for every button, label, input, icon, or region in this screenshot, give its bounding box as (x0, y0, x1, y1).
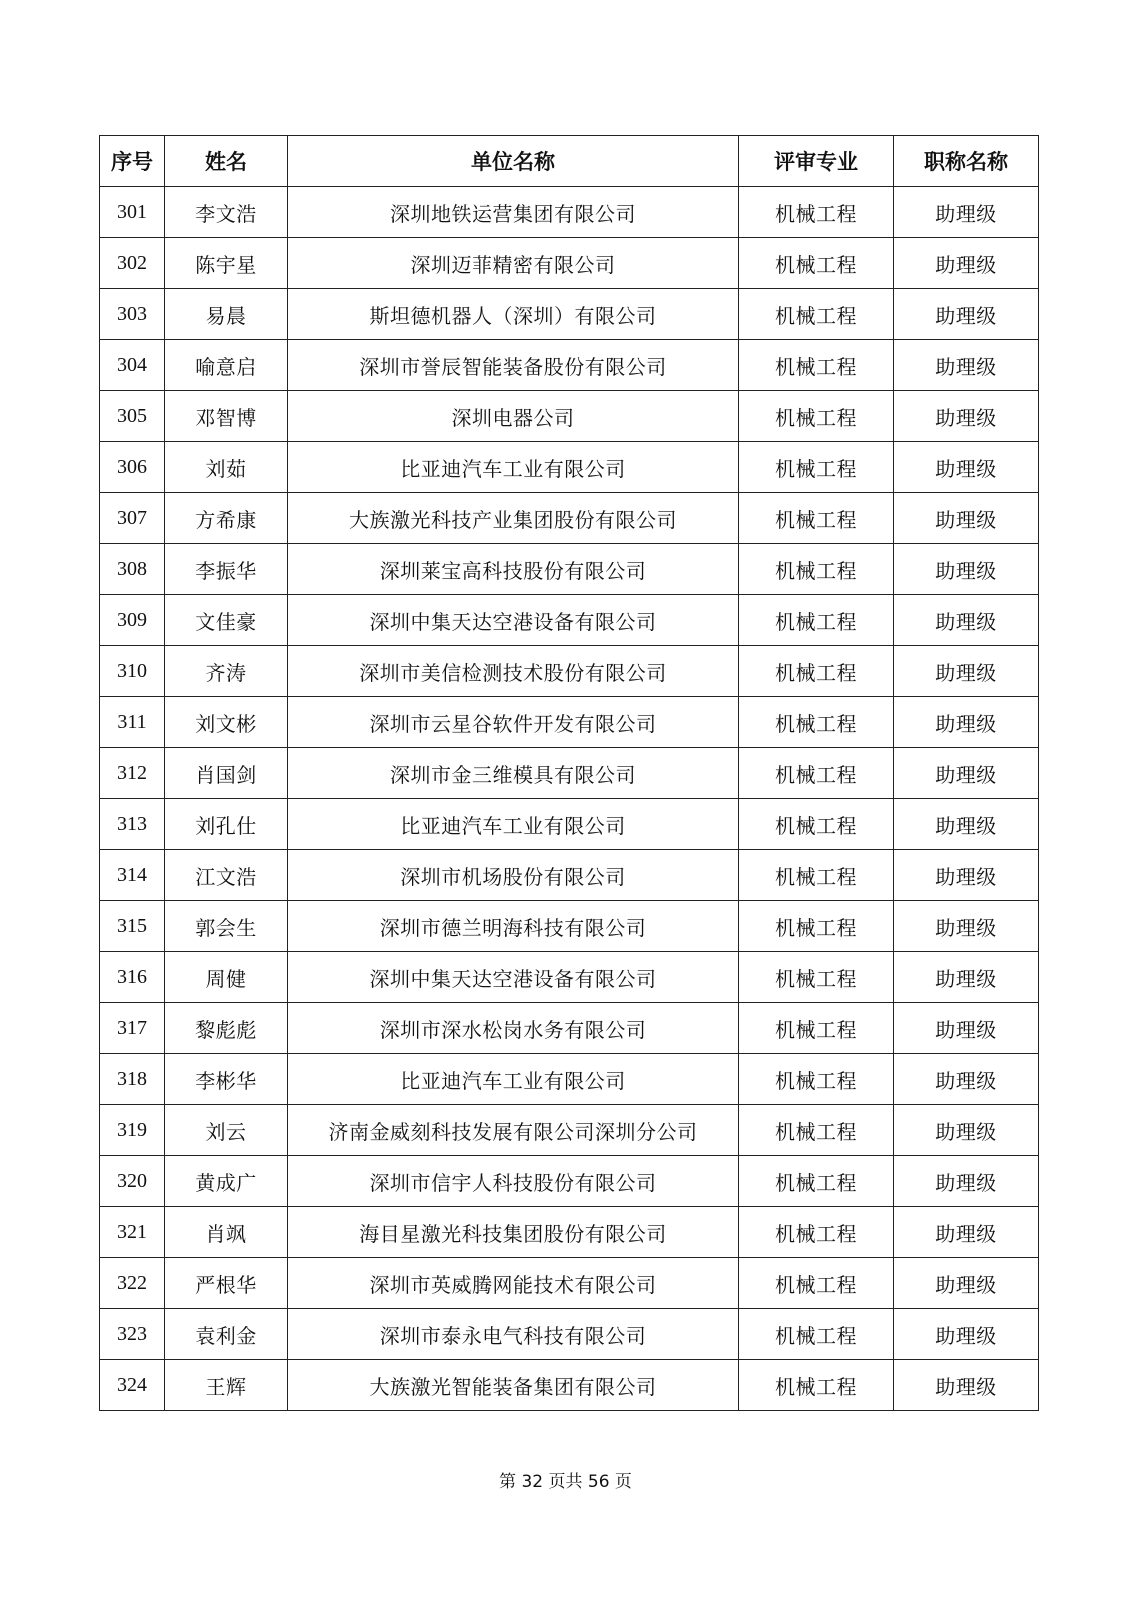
cell-name: 江文浩 (165, 850, 288, 901)
cell-serial-no: 323 (100, 1309, 165, 1360)
cell-serial-no: 302 (100, 238, 165, 289)
cell-organization: 斯坦德机器人（深圳）有限公司 (288, 289, 739, 340)
cell-organization: 济南金威刻科技发展有限公司深圳分公司 (288, 1105, 739, 1156)
cell-name: 黄成广 (165, 1156, 288, 1207)
cell-specialty: 机械工程 (739, 1360, 894, 1411)
cell-organization: 深圳市金三维模具有限公司 (288, 748, 739, 799)
cell-name: 袁利金 (165, 1309, 288, 1360)
table-row (100, 1309, 1039, 1360)
cell-organization: 深圳地铁运营集团有限公司 (288, 187, 739, 238)
header-title-level: 职称名称 (894, 136, 1039, 187)
cell-serial-no: 321 (100, 1207, 165, 1258)
cell-title-level: 助理级 (894, 1054, 1039, 1105)
cell-organization: 深圳市英威腾网能技术有限公司 (288, 1258, 739, 1309)
cell-specialty: 机械工程 (739, 1309, 894, 1360)
cell-specialty: 机械工程 (739, 952, 894, 1003)
cell-specialty: 机械工程 (739, 289, 894, 340)
cell-title-level: 助理级 (894, 289, 1039, 340)
cell-specialty: 机械工程 (739, 1054, 894, 1105)
cell-specialty: 机械工程 (739, 1207, 894, 1258)
cell-name: 刘文彬 (165, 697, 288, 748)
cell-organization: 深圳市誉辰智能装备股份有限公司 (288, 340, 739, 391)
table-row (100, 187, 1039, 238)
cell-name: 周健 (165, 952, 288, 1003)
table-row (100, 391, 1039, 442)
cell-title-level: 助理级 (894, 748, 1039, 799)
cell-specialty: 机械工程 (739, 442, 894, 493)
cell-serial-no: 317 (100, 1003, 165, 1054)
cell-serial-no: 319 (100, 1105, 165, 1156)
cell-title-level: 助理级 (894, 1207, 1039, 1258)
cell-specialty: 机械工程 (739, 748, 894, 799)
header-organization: 单位名称 (288, 136, 739, 187)
cell-serial-no: 322 (100, 1258, 165, 1309)
cell-serial-no: 304 (100, 340, 165, 391)
cell-organization: 深圳市美信检测技术股份有限公司 (288, 646, 739, 697)
cell-name: 易晨 (165, 289, 288, 340)
cell-serial-no: 308 (100, 544, 165, 595)
cell-organization: 大族激光智能装备集团有限公司 (288, 1360, 739, 1411)
cell-specialty: 机械工程 (739, 646, 894, 697)
table-row (100, 799, 1039, 850)
cell-title-level: 助理级 (894, 646, 1039, 697)
cell-specialty: 机械工程 (739, 799, 894, 850)
table-header-row (100, 136, 1039, 187)
cell-specialty: 机械工程 (739, 850, 894, 901)
roster-table (99, 135, 1039, 1411)
table-row (100, 1156, 1039, 1207)
cell-organization: 比亚迪汽车工业有限公司 (288, 442, 739, 493)
table-row (100, 1105, 1039, 1156)
cell-organization: 深圳中集天达空港设备有限公司 (288, 952, 739, 1003)
table-row (100, 493, 1039, 544)
cell-title-level: 助理级 (894, 1156, 1039, 1207)
cell-serial-no: 301 (100, 187, 165, 238)
cell-organization: 深圳市泰永电气科技有限公司 (288, 1309, 739, 1360)
table-row (100, 850, 1039, 901)
cell-serial-no: 306 (100, 442, 165, 493)
cell-title-level: 助理级 (894, 799, 1039, 850)
cell-serial-no: 303 (100, 289, 165, 340)
cell-specialty: 机械工程 (739, 697, 894, 748)
cell-organization: 深圳市德兰明海科技有限公司 (288, 901, 739, 952)
cell-specialty: 机械工程 (739, 391, 894, 442)
cell-organization: 深圳迈菲精密有限公司 (288, 238, 739, 289)
cell-serial-no: 307 (100, 493, 165, 544)
cell-serial-no: 315 (100, 901, 165, 952)
cell-serial-no: 324 (100, 1360, 165, 1411)
cell-serial-no: 311 (100, 697, 165, 748)
cell-title-level: 助理级 (894, 442, 1039, 493)
cell-serial-no: 313 (100, 799, 165, 850)
cell-specialty: 机械工程 (739, 1258, 894, 1309)
table-row (100, 340, 1039, 391)
table-row (100, 697, 1039, 748)
table-row (100, 1054, 1039, 1105)
cell-name: 方希康 (165, 493, 288, 544)
cell-organization: 深圳市信宇人科技股份有限公司 (288, 1156, 739, 1207)
cell-name: 刘孔仕 (165, 799, 288, 850)
cell-name: 严根华 (165, 1258, 288, 1309)
cell-name: 肖飒 (165, 1207, 288, 1258)
table-row (100, 1207, 1039, 1258)
cell-serial-no: 309 (100, 595, 165, 646)
header-specialty: 评审专业 (739, 136, 894, 187)
cell-name: 刘云 (165, 1105, 288, 1156)
cell-title-level: 助理级 (894, 187, 1039, 238)
cell-specialty: 机械工程 (739, 1156, 894, 1207)
page-number-footer: 第 32 页共 56 页 (499, 1472, 632, 1492)
cell-organization: 深圳市云星谷软件开发有限公司 (288, 697, 739, 748)
cell-organization: 深圳电器公司 (288, 391, 739, 442)
cell-organization: 深圳市深水松岗水务有限公司 (288, 1003, 739, 1054)
cell-name: 黎彪彪 (165, 1003, 288, 1054)
cell-title-level: 助理级 (894, 340, 1039, 391)
cell-serial-no: 312 (100, 748, 165, 799)
table-row (100, 1003, 1039, 1054)
cell-specialty: 机械工程 (739, 238, 894, 289)
cell-specialty: 机械工程 (739, 1105, 894, 1156)
cell-name: 王辉 (165, 1360, 288, 1411)
cell-name: 郭会生 (165, 901, 288, 952)
cell-title-level: 助理级 (894, 595, 1039, 646)
cell-specialty: 机械工程 (739, 187, 894, 238)
cell-title-level: 助理级 (894, 238, 1039, 289)
cell-title-level: 助理级 (894, 1003, 1039, 1054)
cell-name: 文佳豪 (165, 595, 288, 646)
cell-name: 肖国剑 (165, 748, 288, 799)
table-row (100, 544, 1039, 595)
table-row (100, 952, 1039, 1003)
cell-organization: 深圳莱宝高科技股份有限公司 (288, 544, 739, 595)
cell-organization: 比亚迪汽车工业有限公司 (288, 1054, 739, 1105)
table-row (100, 748, 1039, 799)
cell-title-level: 助理级 (894, 391, 1039, 442)
cell-specialty: 机械工程 (739, 493, 894, 544)
cell-title-level: 助理级 (894, 1258, 1039, 1309)
cell-specialty: 机械工程 (739, 901, 894, 952)
cell-organization: 大族激光科技产业集团股份有限公司 (288, 493, 739, 544)
header-name: 姓名 (165, 136, 288, 187)
table-row (100, 1258, 1039, 1309)
table-row (100, 595, 1039, 646)
cell-name: 邓智博 (165, 391, 288, 442)
cell-name: 李振华 (165, 544, 288, 595)
cell-title-level: 助理级 (894, 952, 1039, 1003)
cell-title-level: 助理级 (894, 697, 1039, 748)
header-serial-no: 序号 (100, 136, 165, 187)
cell-title-level: 助理级 (894, 544, 1039, 595)
cell-name: 李文浩 (165, 187, 288, 238)
table-row (100, 1360, 1039, 1411)
cell-serial-no: 318 (100, 1054, 165, 1105)
table-row (100, 901, 1039, 952)
cell-organization: 比亚迪汽车工业有限公司 (288, 799, 739, 850)
cell-organization: 深圳中集天达空港设备有限公司 (288, 595, 739, 646)
cell-name: 喻意启 (165, 340, 288, 391)
cell-specialty: 机械工程 (739, 544, 894, 595)
cell-serial-no: 305 (100, 391, 165, 442)
table-row (100, 289, 1039, 340)
table-body (100, 187, 1039, 1411)
cell-title-level: 助理级 (894, 901, 1039, 952)
cell-name: 陈宇星 (165, 238, 288, 289)
cell-title-level: 助理级 (894, 1309, 1039, 1360)
cell-serial-no: 310 (100, 646, 165, 697)
cell-serial-no: 320 (100, 1156, 165, 1207)
cell-specialty: 机械工程 (739, 340, 894, 391)
cell-organization: 海目星激光科技集团股份有限公司 (288, 1207, 739, 1258)
cell-title-level: 助理级 (894, 493, 1039, 544)
cell-name: 齐涛 (165, 646, 288, 697)
cell-name: 李彬华 (165, 1054, 288, 1105)
table-row (100, 442, 1039, 493)
cell-name: 刘茹 (165, 442, 288, 493)
cell-specialty: 机械工程 (739, 1003, 894, 1054)
table-row (100, 238, 1039, 289)
cell-serial-no: 314 (100, 850, 165, 901)
cell-title-level: 助理级 (894, 1105, 1039, 1156)
cell-specialty: 机械工程 (739, 595, 894, 646)
cell-serial-no: 316 (100, 952, 165, 1003)
cell-title-level: 助理级 (894, 1360, 1039, 1411)
table-row (100, 646, 1039, 697)
cell-organization: 深圳市机场股份有限公司 (288, 850, 739, 901)
cell-title-level: 助理级 (894, 850, 1039, 901)
